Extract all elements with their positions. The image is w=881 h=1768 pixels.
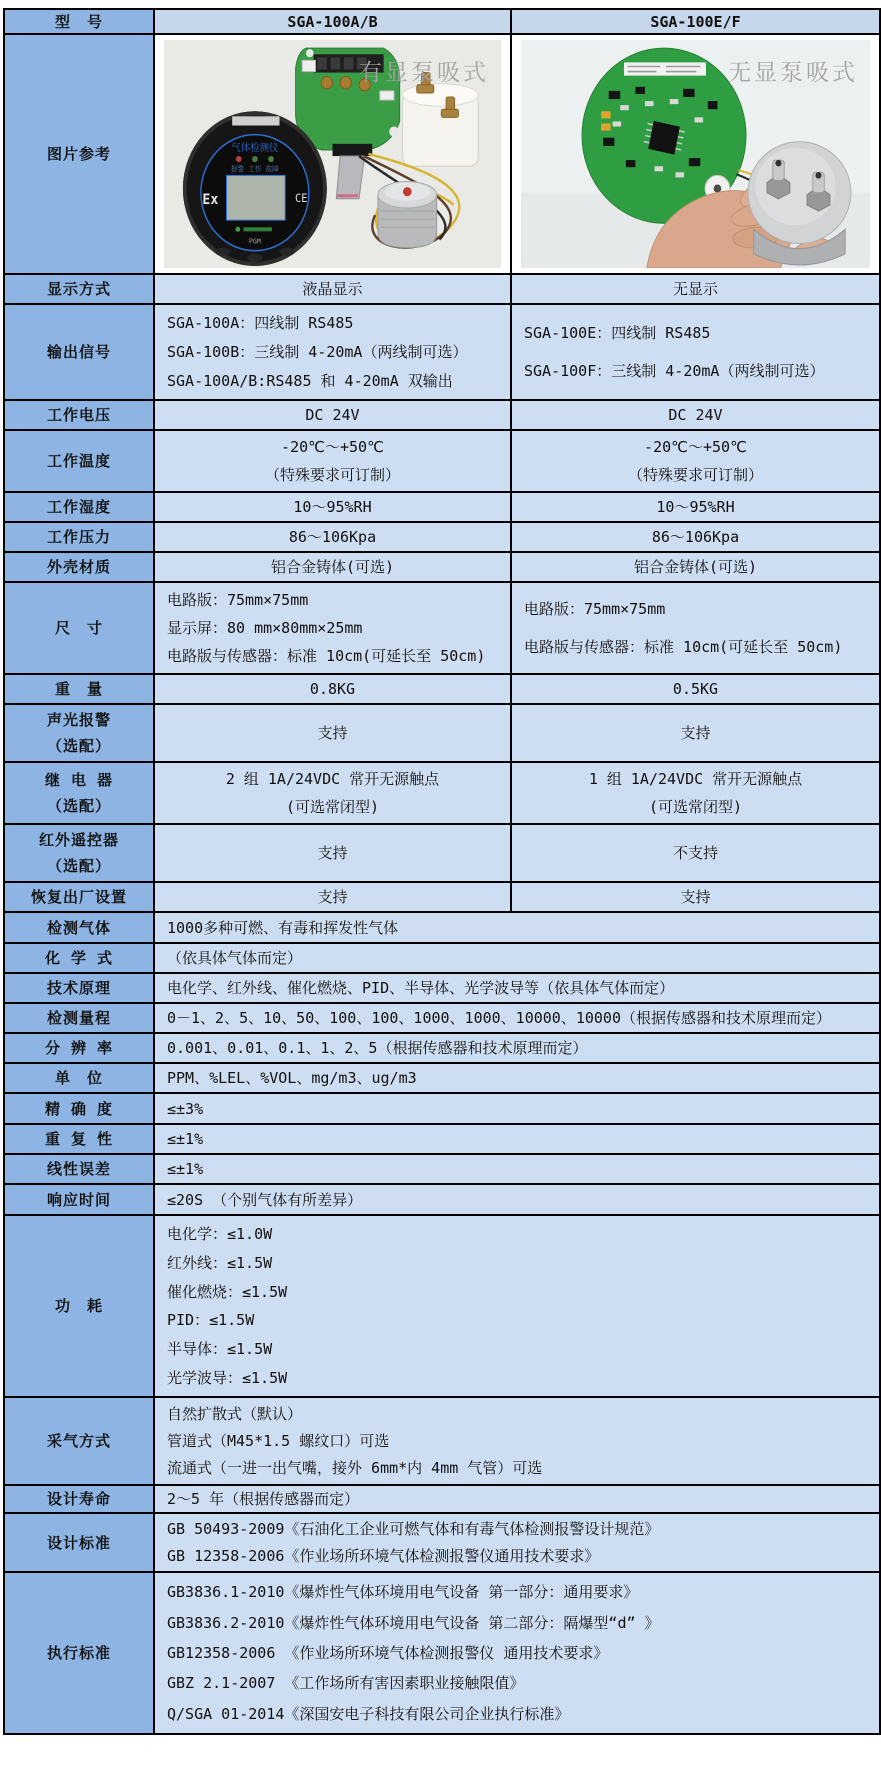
row-label-text: 采气方式 [46,1432,111,1450]
spec-rows-container [5,275,879,1733]
device-ce-mark: CE [294,191,308,205]
row-label-factory-reset [5,883,155,911]
spec-cell-working-voltage [155,401,512,429]
spec-row-sampling-method [5,1398,879,1486]
spec-value: 显示屏：80 mm×80mm×25mm [167,619,363,637]
row-label-text: （选配） [46,737,111,755]
spec-cell-display-mode [155,275,512,303]
spec-value: SGA-100F：三线制 4-20mA（两线制可选） [524,362,825,381]
spec-value: 催化燃烧：≤1.5W [167,1282,288,1301]
spec-value: ≤±1% [167,1160,204,1178]
spec-cell-design-life [155,1486,879,1512]
spec-cell-detect-range [155,1004,879,1032]
spec-value: 1 组 1A/24VDC 常开无源触点 [588,770,803,789]
spec-cell-resolution [155,1034,879,1062]
row-label-relay [5,763,155,823]
photo-cell-sga-100ef [512,35,879,273]
device-title-text: 气体检测仪 [231,142,279,155]
photo-sga-100ab [164,40,501,268]
spec-cell-relay [155,763,512,823]
spec-cell-dimensions [512,583,879,673]
row-label-text: 检测气体 [46,918,111,937]
image-reference-label: 图片参考 [46,145,111,163]
spec-value: Q/SGA 01-2014《深国安电子科技有限公司企业执行标准》 [167,1704,570,1723]
spec-cell-working-temperature [155,431,512,491]
spec-row-working-humidity [5,493,879,523]
row-label-text: 单 位 [54,1069,103,1087]
spec-value: （特殊要求可订制） [627,465,763,484]
header-model-b: SGA-100E/F [650,12,741,31]
spec-value: 电路版与传感器：标准 10cm(可延长至 50cm) [524,637,843,656]
spec-cell-ir-remote [512,825,879,881]
spec-value: PPM、%LEL、%VOL、mg/m3、ug/m3 [167,1069,417,1087]
row-label-text: 精 确 度 [44,1099,114,1118]
spec-value: SGA-100B：三线制 4-20mA（两线制可选） [167,343,468,361]
row-label-resolution [5,1034,155,1062]
row-label-text: 红外遥控器 [38,831,119,849]
row-label-text: 响应时间 [46,1190,111,1209]
row-label-text: 工作温度 [46,452,111,470]
spec-value: (可选常闭型) [285,797,380,816]
image-reference-row [5,35,879,275]
spec-value: 自然扩散式（默认） [167,1405,303,1423]
spec-value: 2～5 年（根据传感器而定） [167,1490,360,1508]
spec-row-unit [5,1064,879,1094]
spec-value: GB 12358-2006《作业场所环境气体检测报警仪通用技术要求》 [167,1546,600,1565]
row-label-linearity-error [5,1155,155,1183]
header-model-label-cell [5,10,155,33]
spec-value: 流通式（一进一出气嘴，接外 6mm*内 4mm 气管）可选 [167,1459,543,1477]
row-label-text: 线性误差 [46,1160,111,1178]
spec-value: DC 24V [668,406,723,424]
photo-cell-sga-100ab [155,35,512,273]
spec-cell-factory-reset [155,883,512,911]
device-ex-mark: Ex [202,191,219,209]
spec-value: SGA-100A：四线制 RS485 [167,314,354,332]
spec-row-accuracy [5,1094,879,1125]
spec-cell-accuracy [155,1094,879,1123]
row-label-response-time [5,1185,155,1214]
row-label-text: 工作湿度 [46,498,111,516]
spec-cell-audible-visual-alarm [512,705,879,761]
row-label-text: 技术原理 [46,979,111,997]
device-led-labels: 报警 工作 故障 [231,165,279,174]
spec-cell-weight [155,675,512,703]
spec-value: 0.8KG [309,680,356,698]
row-label-text: 工作电压 [46,406,111,424]
spec-cell-factory-reset [512,883,879,911]
row-label-ir-remote [5,825,155,881]
spec-row-design-life [5,1486,879,1514]
row-label-text: 外壳材质 [46,558,111,576]
row-label-text: 设计标准 [46,1533,111,1552]
sensor-cylinder-illustration [378,181,437,247]
spec-value: 0.5KG [672,680,719,698]
spec-value: SGA-100E：四线制 RS485 [524,323,711,342]
spec-row-repeatability [5,1125,879,1155]
row-label-design-standard [5,1514,155,1571]
watermark-left: 有显泵吸式 [359,60,489,86]
spec-value: PID：≤1.5W [167,1311,255,1330]
spec-value: 支持 [317,888,348,906]
row-label-design-life [5,1486,155,1512]
spec-value: SGA-100A/B:RS485 和 4-20mA 双输出 [167,372,453,390]
spec-table [3,8,881,1735]
row-label-text: 工作压力 [46,528,111,546]
spec-value: 86～106Kpa [651,528,740,546]
row-label-text: 重 复 性 [44,1130,114,1148]
row-label-execution-standard [5,1573,155,1733]
spec-cell-shell-material [512,553,879,581]
spec-cell-detect-gas [155,913,879,942]
spec-cell-relay [512,763,879,823]
image-reference-label-cell [5,35,155,273]
spec-value: GB 50493-2009《石油化工企业可燃气体和有毒气体检测报警设计规范》 [167,1520,660,1539]
spec-value: 光学波导：≤1.5W [167,1369,288,1388]
spec-value: 支持 [680,724,711,742]
spec-value: DC 24V [305,406,360,424]
row-label-audible-visual-alarm [5,705,155,761]
spec-cell-weight [512,675,879,703]
row-label-repeatability [5,1125,155,1153]
row-label-text: 执行标准 [46,1644,111,1662]
spec-row-resolution [5,1034,879,1064]
spec-cell-shell-material [155,553,512,581]
spec-value: 2 组 1A/24VDC 常开无源触点 [225,770,440,789]
row-label-working-voltage [5,401,155,429]
row-label-text: （选配） [46,857,111,875]
spec-value: -20℃～+50℃ [644,438,747,457]
row-label-detect-gas [5,913,155,942]
row-label-shell-material [5,553,155,581]
spec-value: 电路版与传感器：标准 10cm(可延长至 50cm) [167,647,486,665]
spec-row-working-temperature [5,431,879,493]
row-label-text: 检测量程 [46,1009,111,1027]
spec-row-linearity-error [5,1155,879,1185]
spec-value: 半导体：≤1.5W [167,1340,273,1359]
spec-cell-working-pressure [155,523,512,551]
spec-row-weight [5,675,879,705]
row-label-tech-principle [5,974,155,1002]
row-label-output-signal [5,305,155,399]
spec-cell-output-signal [155,305,512,399]
spec-cell-output-signal [512,305,879,399]
spec-cell-display-mode [512,275,879,303]
row-label-text: 化 学 式 [44,949,114,967]
spec-cell-power-consumption [155,1216,879,1396]
spec-cell-response-time [155,1185,879,1214]
spec-value: 10～95%RH [656,498,735,516]
spec-cell-ir-remote [155,825,512,881]
spec-cell-sampling-method [155,1398,879,1484]
spec-value: 10～95%RH [293,498,372,516]
spec-value: （依具体气体而定） [167,949,303,967]
row-label-chemical-formula [5,944,155,972]
spec-row-detect-range [5,1004,879,1034]
spec-value: 电化学：≤1.0W [167,1224,273,1243]
row-label-sampling-method [5,1398,155,1484]
spec-value: (可选常闭型) [648,797,743,816]
spec-value: GBZ 2.1-2007 《工作场所有害因素职业接触限值》 [167,1674,525,1693]
row-label-detect-range [5,1004,155,1032]
row-label-working-pressure [5,523,155,551]
header-model-label: 型 号 [54,12,103,31]
spec-value: 1000多种可燃、有毒和挥发性气体 [167,918,399,937]
spec-row-working-voltage [5,401,879,431]
spec-row-display-mode [5,275,879,305]
spec-row-tech-principle [5,974,879,1004]
spec-value: 0.001、0.01、0.1、1、2、5（根据传感器和技术原理而定） [167,1039,588,1057]
spec-cell-linearity-error [155,1155,879,1183]
spec-row-shell-material [5,553,879,583]
spec-cell-repeatability [155,1125,879,1153]
photo-sga-100ef [521,40,870,268]
spec-cell-working-pressure [512,523,879,551]
spec-value: ≤±3% [167,1099,204,1118]
spec-value: GB3836.1-2010《爆炸性气体环境用电气设备 第一部分：通用要求》 [167,1583,639,1602]
spec-cell-working-humidity [155,493,512,521]
spec-row-response-time [5,1185,879,1216]
watermark-right: 无显泵吸式 [728,60,858,86]
spec-cell-dimensions [155,583,512,673]
spec-value: 电路版：75mm×75mm [524,600,666,619]
spec-row-chemical-formula [5,944,879,974]
row-label-text: 恢复出厂设置 [30,888,127,906]
spec-value: 铝合金铸体(可选) [270,558,395,576]
spec-cell-tech-principle [155,974,879,1002]
spec-value: ≤±1% [167,1130,204,1148]
spec-value: 管道式（M45*1.5 螺纹口）可选 [167,1432,390,1450]
spec-row-design-standard [5,1514,879,1573]
spec-row-ir-remote [5,825,879,883]
spec-value: 86～106Kpa [288,528,377,546]
spec-cell-audible-visual-alarm [155,705,512,761]
spec-cell-design-standard [155,1514,879,1571]
header-model-a: SGA-100A/B [287,12,378,31]
spec-value: 支持 [317,844,348,862]
spec-row-power-consumption [5,1216,879,1398]
row-label-text: 重 量 [54,680,103,698]
row-label-text: （选配） [46,797,111,815]
spec-value: 不支持 [672,844,718,862]
spec-row-dimensions [5,583,879,675]
row-label-text: 继 电 器 [44,771,114,789]
row-label-working-temperature [5,431,155,491]
row-label-text: 设计寿命 [46,1490,111,1508]
row-label-power-consumption [5,1216,155,1396]
header-model-a-cell [155,10,512,33]
spec-row-relay [5,763,879,825]
header-row [5,10,879,35]
spec-value: 铝合金铸体(可选) [633,558,758,576]
spec-row-working-pressure [5,523,879,553]
row-label-text: 功 耗 [54,1297,103,1315]
spec-value: ≤20S （个别气体有所差异） [167,1190,363,1209]
spec-value: 电路版：75mm×75mm [167,591,309,609]
spec-value: 无显示 [672,280,718,298]
row-label-display-mode [5,275,155,303]
spec-cell-execution-standard [155,1573,879,1733]
spec-value: -20℃～+50℃ [281,438,384,457]
spec-cell-working-voltage [512,401,879,429]
row-label-text: 显示方式 [46,280,111,298]
detector-device-illustration [183,111,327,266]
row-label-text: 分 辨 率 [44,1039,114,1057]
spec-cell-chemical-formula [155,944,879,972]
row-label-text: 尺 寸 [54,619,103,637]
spec-row-detect-gas [5,913,879,944]
header-model-b-cell [512,10,879,33]
spec-value: 电化学、红外线、催化燃烧、PID、半导体、光学波导等（依具体气体而定） [167,979,675,997]
spec-row-audible-visual-alarm [5,705,879,763]
spec-value: 0－1、2、5、10、50、100、100、1000、1000、10000、10000（根据传感器和技术原理而定） [167,1009,831,1027]
spec-value: 液晶显示 [302,280,363,298]
row-label-dimensions [5,583,155,673]
spec-value: 支持 [680,888,711,906]
spec-value: GB3836.2-2010《爆炸性气体环境用电气设备 第二部分：隔爆型“d” 》 [167,1613,660,1632]
row-label-text: 声光报警 [46,711,111,729]
spec-value: 支持 [317,724,348,742]
device-pgm-label: PGM [248,237,261,246]
spec-cell-working-temperature [512,431,879,491]
row-label-working-humidity [5,493,155,521]
row-label-text: 输出信号 [46,343,111,361]
spec-cell-working-humidity [512,493,879,521]
row-label-accuracy [5,1094,155,1123]
spec-value: 红外线：≤1.5W [167,1253,273,1272]
spec-value: （特殊要求可订制） [264,465,400,484]
spec-row-factory-reset [5,883,879,913]
spec-value: GB12358-2006 《作业场所环境气体检测报警仪 通用技术要求》 [167,1643,609,1662]
spec-row-output-signal [5,305,879,401]
spec-row-execution-standard [5,1573,879,1733]
spec-cell-unit [155,1064,879,1092]
row-label-unit [5,1064,155,1092]
row-label-weight [5,675,155,703]
